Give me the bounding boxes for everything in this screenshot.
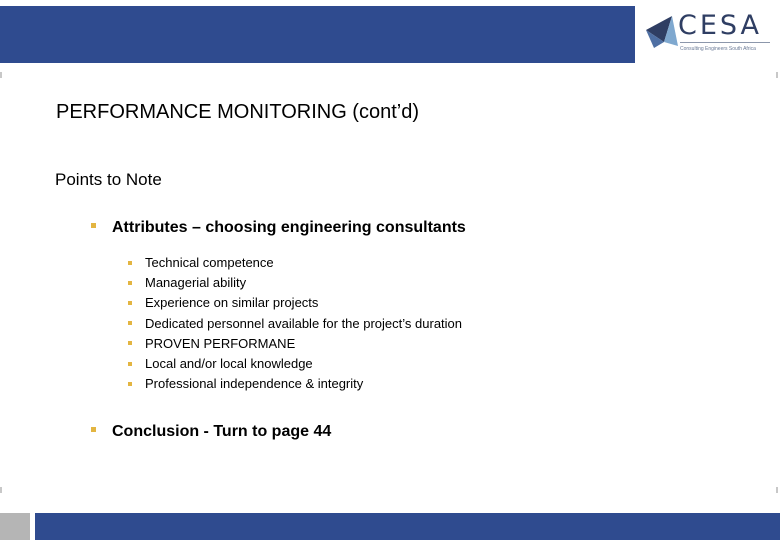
list-item xyxy=(128,293,462,313)
list-item-text: Technical competence xyxy=(145,255,274,270)
slide-title: PERFORMANCE MONITORING (cont’d) xyxy=(56,101,419,123)
list-item xyxy=(128,273,462,293)
list-item-text: Dedicated personnel available for the project’s duration xyxy=(145,315,463,331)
corner-mark xyxy=(776,72,778,78)
list-item xyxy=(128,374,462,394)
attributes-bullet xyxy=(91,219,466,237)
attributes-heading: Attributes – choosing engineering consultants xyxy=(112,219,466,236)
footer-bar xyxy=(35,513,780,540)
logo-wordmark: CESA xyxy=(678,10,763,41)
bullet-icon xyxy=(128,321,132,325)
bullet-icon xyxy=(91,427,96,432)
list-item xyxy=(128,354,462,374)
corner-mark xyxy=(0,487,2,493)
list-item-text: Professional independence & integrity xyxy=(145,376,364,392)
cesa-emblem-icon xyxy=(642,12,682,52)
bullet-icon xyxy=(128,281,132,285)
bullet-icon xyxy=(91,223,96,228)
list-item xyxy=(128,334,462,354)
header-bar xyxy=(0,6,635,63)
bullet-icon xyxy=(128,382,132,386)
footer-gray-block xyxy=(0,513,30,540)
logo-divider xyxy=(680,42,770,43)
corner-mark xyxy=(0,72,2,78)
bullet-icon xyxy=(128,301,132,305)
list-item xyxy=(128,253,462,273)
list-item-text: Experience on similar projects xyxy=(145,295,319,311)
list-item-text: PROVEN PERFORMANE xyxy=(145,335,296,351)
list-item-text: Managerial ability xyxy=(145,275,247,291)
bullet-icon xyxy=(128,341,132,345)
slide-subtitle: Points to Note xyxy=(55,170,162,189)
bullet-icon xyxy=(128,362,132,366)
conclusion-bullet xyxy=(91,423,331,441)
attributes-list xyxy=(128,253,462,394)
conclusion-text: Conclusion - Turn to page 44 xyxy=(112,423,332,440)
list-item-text: Local and/or local knowledge xyxy=(145,356,313,372)
corner-mark xyxy=(776,487,778,493)
bullet-icon xyxy=(128,261,132,265)
logo-tagline: Consulting Engineers South Africa xyxy=(680,46,756,52)
list-item xyxy=(128,314,462,334)
cesa-logo xyxy=(640,6,778,62)
